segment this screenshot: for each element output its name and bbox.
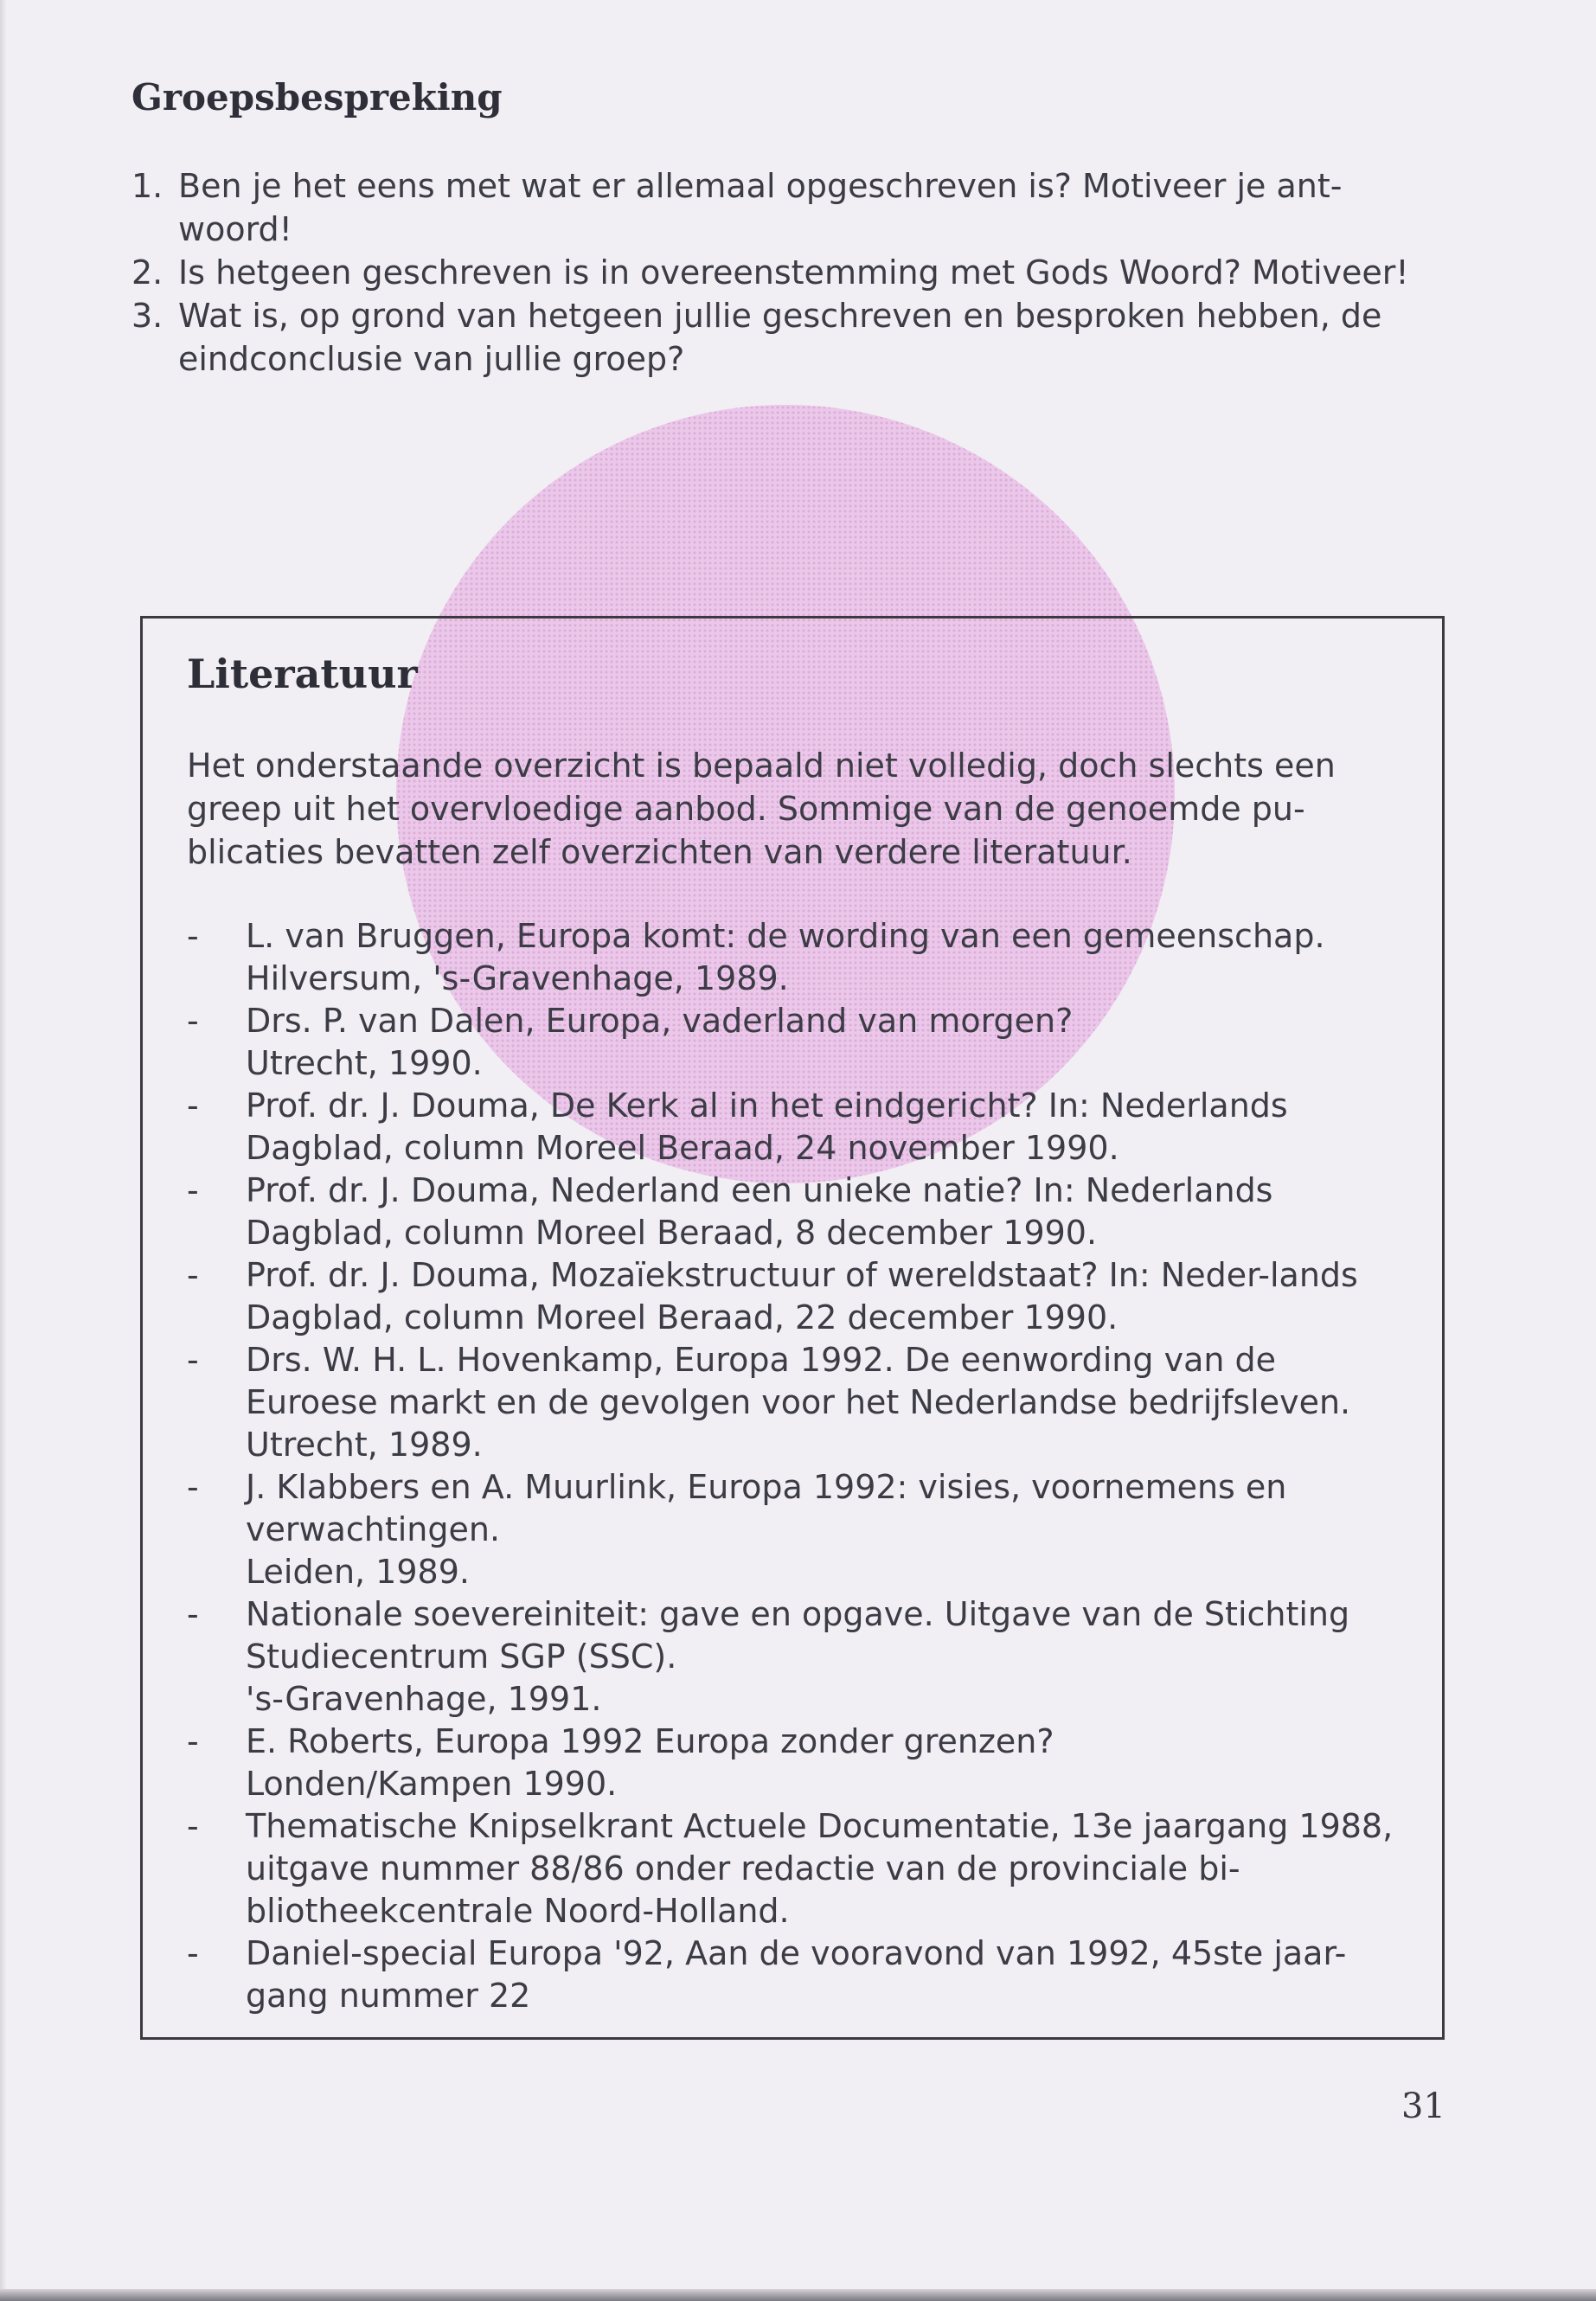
discussion-questions (131, 164, 1446, 381)
section-title-literatuur: Literatuur (187, 651, 418, 697)
reference-item (187, 1932, 1398, 2017)
question-number: 1. (131, 167, 163, 205)
bullet-dash: - (187, 1341, 199, 1379)
question-item (131, 251, 1446, 294)
reference-text: Daniel-special Europa '92, Aan de vooravond van 1992, 45ste jaar-gang nummer 22 (246, 1934, 1347, 2015)
reference-item (187, 1085, 1398, 1170)
bullet-dash: - (187, 1722, 199, 1760)
reference-item (187, 1000, 1398, 1085)
bullet-dash: - (187, 1256, 199, 1294)
page-edge-bottom (0, 2289, 1596, 2301)
reference-text: Drs. P. van Dalen, Europa, vaderland van morgen? Utrecht, 1990. (246, 1002, 1074, 1082)
page-number: 31 (1401, 2086, 1445, 2126)
reference-item (187, 1466, 1398, 1593)
question-number: 2. (131, 253, 163, 292)
question-text: Ben je het eens met wat er allemaal opgeschreven is? Motiveer je ant-woord! (178, 167, 1343, 248)
reference-text: E. Roberts, Europa 1992 Europa zonder grenzen? Londen/Kampen 1990. (246, 1722, 1054, 1803)
bullet-dash: - (187, 1595, 199, 1633)
literature-intro: Het onderstaande overzicht is bepaald niet volledig, doch slechts een greep uit het overvloedige aanbod. Sommige van de genoemde pu-blicaties bevatten zelf overzichten van verdere literatuur. (187, 747, 1336, 871)
bullet-dash: - (187, 1002, 199, 1040)
bullet-dash: - (187, 1468, 199, 1506)
reference-item (187, 1593, 1398, 1721)
bullet-dash: - (187, 1807, 199, 1845)
reference-text: L. van Bruggen, Europa komt: de wording van een gemeenschap. Hilversum, 's-Gravenhage, 1989. (246, 917, 1325, 997)
reference-text: Thematische Knipselkrant Actuele Documentatie, 13e jaargang 1988, uitgave nummer 88/86 onder redactie van de provinciale bi-bliotheekcentrale Noord-Holland. (246, 1807, 1394, 1930)
reference-list (187, 915, 1398, 2017)
section-title-groepsbespreking: Groepsbespreking (131, 76, 503, 119)
reference-text: J. Klabbers en A. Muurlink, Europa 1992: visies, voornemens en verwachtingen. Leiden, 1989. (246, 1468, 1287, 1591)
reference-item (187, 1805, 1398, 1932)
reference-text: Drs. W. H. L. Hovenkamp, Europa 1992. De eenwording van de Euroese markt en de gevolgen voor het Nederlandse bedrijfsleven. Utrecht, 1989. (246, 1341, 1351, 1464)
reference-item (187, 1170, 1398, 1254)
reference-text: Prof. dr. J. Douma, De Kerk al in het eindgericht? In: Nederlands Dagblad, column Moreel Beraad, 24 november 1990. (246, 1086, 1288, 1167)
question-text: Is hetgeen geschreven is in overeenstemming met Gods Woord? Motiveer! (178, 253, 1409, 292)
bullet-dash: - (187, 1171, 199, 1209)
question-number: 3. (131, 297, 163, 335)
reference-text: Prof. dr. J. Douma, Nederland een unieke natie? In: Nederlands Dagblad, column Moreel Beraad, 8 december 1990. (246, 1171, 1273, 1252)
question-item (131, 164, 1446, 251)
bullet-dash: - (187, 1934, 199, 1972)
bullet-dash: - (187, 917, 199, 955)
reference-text: Nationale soevereiniteit: gave en opgave. Uitgave van de Stichting Studiecentrum SGP (SSC). 's-Gravenhage, 1991. (246, 1595, 1350, 1718)
reference-item (187, 1254, 1398, 1339)
question-text: Wat is, op grond van hetgeen jullie geschreven en besproken hebben, de eindconclusie van jullie groep? (178, 297, 1382, 378)
page-edge (0, 0, 7, 2301)
reference-text: Prof. dr. J. Douma, Mozaïekstructuur of wereldstaat? In: Neder-lands Dagblad, column Moreel Beraad, 22 december 1990. (246, 1256, 1358, 1336)
question-item (131, 294, 1446, 381)
reference-item (187, 1339, 1398, 1466)
reference-item (187, 915, 1398, 1000)
bullet-dash: - (187, 1086, 199, 1125)
reference-item (187, 1721, 1398, 1805)
